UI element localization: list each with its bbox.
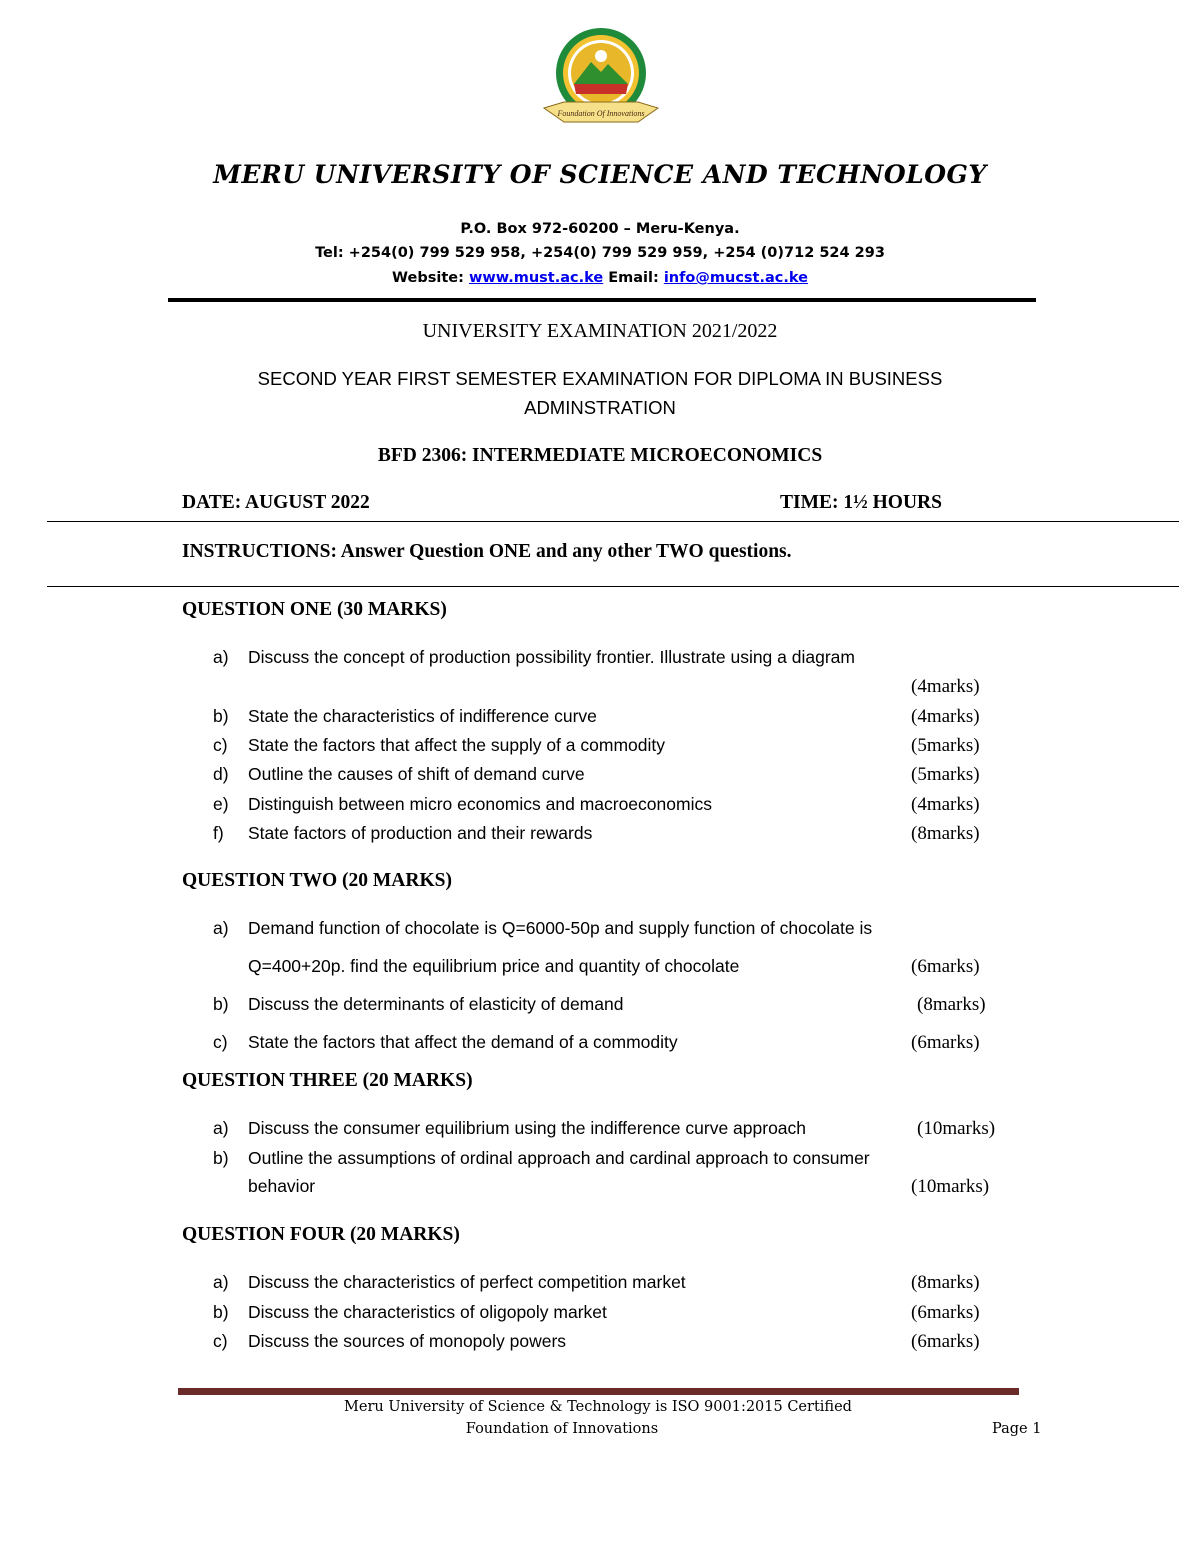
question-four-heading: QUESTION FOUR (20 MARKS) [182, 1224, 460, 1245]
header-divider [168, 298, 1036, 302]
item-text: Discuss the concept of production possibility frontier. Illustrate using a diagram [248, 647, 855, 667]
list-item [0, 1272, 1200, 1298]
list-item [0, 1032, 1200, 1058]
item-text: Discuss the characteristics of oligopoly market [248, 1302, 607, 1322]
item-text: Outline the assumptions of ordinal approach and cardinal approach to consumer [248, 1148, 870, 1168]
item-label: d) [213, 764, 229, 784]
item-text: Outline the causes of shift of demand curve [248, 764, 585, 784]
list-item-continuation [0, 956, 1200, 982]
item-text: State the factors that affect the demand of a commodity [248, 1032, 678, 1052]
footer-certification: Meru University of Science & Technology is ISO 9001:2015 Certified [344, 1399, 852, 1415]
footer-motto: Foundation of Innovations [465, 1421, 659, 1437]
item-marks: (5marks) [911, 735, 980, 756]
item-marks: (6marks) [911, 1302, 980, 1323]
university-logo [536, 26, 666, 136]
item-label: b) [213, 1148, 229, 1168]
question-two-heading: QUESTION TWO (20 MARKS) [182, 870, 452, 891]
item-text: Discuss the characteristics of perfect competition market [248, 1272, 686, 1292]
list-item [0, 994, 1200, 1020]
item-marks: (4marks) [911, 706, 980, 727]
item-text: Q=400+20p. find the equilibrium price and quantity of chocolate [248, 956, 740, 976]
item-marks: (8marks) [911, 1272, 980, 1293]
list-item [0, 1118, 1200, 1144]
item-marks: (6marks) [911, 1032, 980, 1053]
semester-line-2: ADMINSTRATION [524, 397, 676, 418]
email-label: Email: [603, 270, 664, 286]
list-item [0, 735, 1200, 761]
list-item [0, 794, 1200, 820]
exam-date: DATE: AUGUST 2022 [182, 492, 370, 513]
item-text: State the characteristics of indifference curve [248, 706, 597, 726]
item-label: a) [213, 1118, 229, 1138]
list-item [0, 1331, 1200, 1357]
web-email-line [0, 270, 1200, 286]
item-label: a) [213, 647, 229, 667]
item-marks: (8marks) [917, 994, 986, 1015]
item-marks: (6marks) [911, 956, 980, 977]
item-label: a) [213, 918, 229, 938]
item-label: a) [213, 1272, 229, 1292]
website-link[interactable]: www.must.ac.ke [468, 270, 604, 286]
item-marks: (5marks) [911, 764, 980, 785]
email-link[interactable]: info@mucst.ac.ke [663, 270, 808, 286]
item-marks: (8marks) [911, 823, 980, 844]
item-marks: (4marks) [911, 676, 980, 697]
semester-line-1: SECOND YEAR FIRST SEMESTER EXAMINATION FOR DIPLOMA IN BUSINESS [257, 368, 943, 389]
item-marks: (10marks) [917, 1118, 996, 1139]
item-text: Distinguish between micro economics and macroeconomics [248, 794, 712, 814]
course-title: BFD 2306: INTERMEDIATE MICROECONOMICS [377, 445, 823, 466]
item-text: Discuss the sources of monopoly powers [248, 1331, 567, 1351]
item-label: b) [213, 994, 229, 1014]
list-item-continuation [0, 1176, 1200, 1202]
list-item [0, 1148, 1200, 1174]
postal-address: P.O. Box 972-60200 – Meru-Kenya. [460, 221, 740, 237]
list-item [0, 764, 1200, 790]
item-text: Discuss the consumer equilibrium using the indifference curve approach [248, 1118, 807, 1138]
list-item [0, 918, 1200, 944]
item-label: b) [213, 706, 229, 726]
item-text: State the factors that affect the supply of a commodity [248, 735, 665, 755]
item-text: behavior [248, 1176, 316, 1196]
website-label: Website: [392, 270, 469, 286]
university-name: MERU UNIVERSITY OF SCIENCE AND TECHNOLOGY [213, 160, 987, 189]
item-marks: (4marks) [911, 794, 980, 815]
item-label: f) [213, 823, 224, 843]
item-label: e) [213, 794, 229, 814]
item-label: c) [213, 1331, 228, 1351]
footer-divider [178, 1388, 1019, 1395]
list-item [0, 1302, 1200, 1328]
item-label: c) [213, 735, 228, 755]
item-text: Discuss the determinants of elasticity of demand [248, 994, 624, 1014]
divider-top [47, 521, 1179, 522]
telephone-numbers: Tel: +254(0) 799 529 958, +254(0) 799 529 959, +254 (0)712 524 293 [315, 245, 885, 261]
item-label: c) [213, 1032, 228, 1052]
exam-time: TIME: 1½ HOURS [780, 492, 942, 513]
item-label: b) [213, 1302, 229, 1322]
item-text: Demand function of chocolate is Q=6000-50p and supply function of chocolate is [248, 918, 873, 938]
question-three-heading: QUESTION THREE (20 MARKS) [182, 1070, 473, 1091]
item-text: State factors of production and their rewards [248, 823, 593, 843]
instructions: INSTRUCTIONS: Answer Question ONE and any other TWO questions. [182, 541, 792, 562]
list-item [0, 823, 1200, 849]
list-item [0, 647, 1200, 673]
question-one-heading: QUESTION ONE (30 MARKS) [182, 599, 447, 620]
list-item [0, 706, 1200, 732]
logo-motto: Foundation Of Innovations [557, 109, 645, 118]
item-marks: (10marks) [911, 1176, 990, 1197]
item-marks: (6marks) [911, 1331, 980, 1352]
page-number: Page 1 [992, 1421, 1042, 1437]
divider-bottom [47, 586, 1179, 587]
exam-title: UNIVERSITY EXAMINATION 2021/2022 [422, 320, 778, 342]
